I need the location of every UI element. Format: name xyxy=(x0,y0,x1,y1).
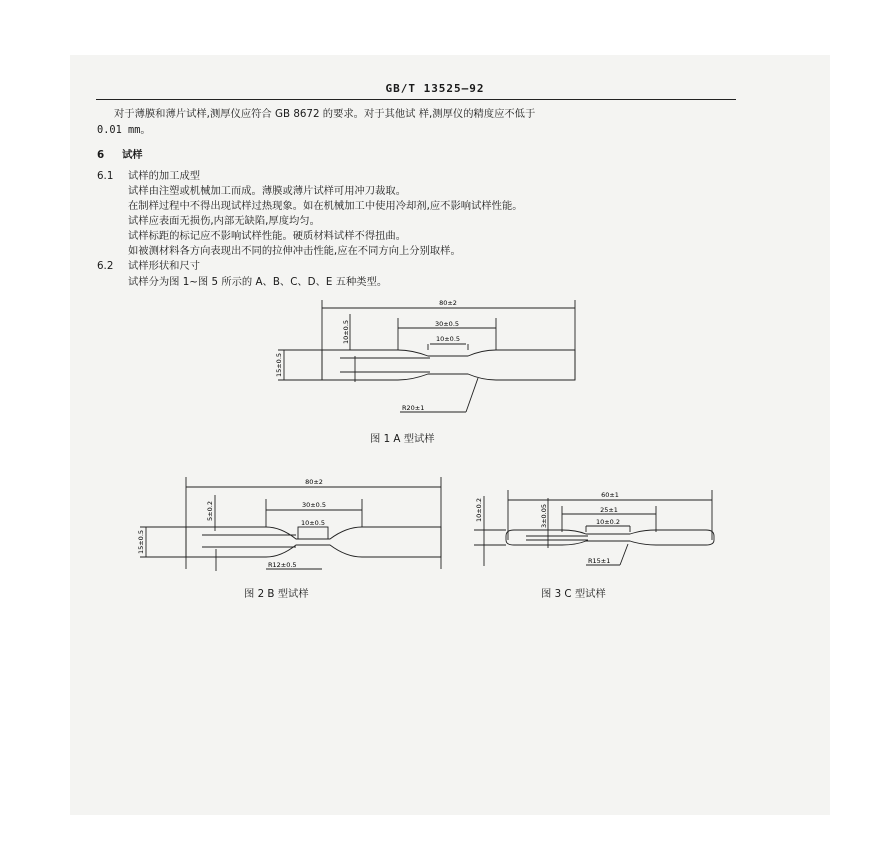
fig2-dim-width-inner: 5±0.2 xyxy=(206,501,214,521)
fig1-dim-width-outer: 15±0.5 xyxy=(275,352,283,378)
section-6-1-number: 6.1 xyxy=(97,170,114,182)
fig1-dim-width-inner: 10±0.5 xyxy=(342,319,350,345)
figure-3-drawing xyxy=(470,486,720,568)
figure-1-drawing xyxy=(270,296,590,424)
figure-1-caption: 图 1 A 型试样 xyxy=(370,433,435,445)
section-6-1-line: 在制样过程中不得出现试样过热现象。如在机械加工中使用冷却剂,应不影响试样性能。 xyxy=(128,200,523,212)
section-6-1-line: 试样标距的标记应不影响试样性能。硬质材料试样不得扭曲。 xyxy=(128,230,407,242)
page-header-standard-number: GB/T 13525—92 xyxy=(385,82,485,95)
section-6-number: 6 xyxy=(97,149,105,161)
fig3-dim-width-inner: 3±0.05 xyxy=(540,503,548,529)
section-6-title: 试样 xyxy=(122,149,143,161)
fig2-dim-width-outer: 15±0.5 xyxy=(137,529,145,555)
section-6-1-line: 如被测材料各方向表现出不同的拉伸冲击性能,应在不同方向上分别取样。 xyxy=(128,245,461,257)
fig3-dim-width-outer: 10±0.2 xyxy=(475,497,483,523)
figure-3-caption: 图 3 C 型试样 xyxy=(541,588,606,600)
header-rule xyxy=(96,99,736,100)
section-6-2-title: 试样形状和尺寸 xyxy=(128,260,201,272)
fig1-dim-overall: 80±2 xyxy=(439,299,457,307)
fig3-dim-gauge-inner: 10±0.2 xyxy=(595,518,621,526)
intro-text-line-2: 0.01 mm。 xyxy=(97,124,151,136)
section-6-1-line: 试样应表面无损伤,内部无缺陷,厚度均匀。 xyxy=(128,215,320,227)
fig2-dim-gauge-inner: 10±0.5 xyxy=(300,519,326,527)
scanned-page xyxy=(70,55,830,815)
section-6-1-line: 试样由注塑或机械加工而成。薄膜或薄片试样可用冲刀裁取。 xyxy=(128,185,407,197)
fig2-dim-radius: R12±0.5 xyxy=(268,561,297,569)
fig3-dim-radius: R15±1 xyxy=(588,557,611,565)
section-6-2-line: 试样分为图 1~图 5 所示的 A、B、C、D、E 五种类型。 xyxy=(128,276,388,288)
fig1-dim-gauge-inner: 10±0.5 xyxy=(435,335,461,343)
figure-2-caption: 图 2 B 型试样 xyxy=(244,588,309,600)
fig1-dim-radius: R20±1 xyxy=(402,404,425,412)
fig1-dim-gauge-outer: 30±0.5 xyxy=(434,320,460,328)
section-6-1-title: 试样的加工成型 xyxy=(128,170,201,182)
figure-2-drawing xyxy=(136,473,446,578)
fig3-dim-gauge-outer: 25±1 xyxy=(600,506,618,514)
section-6-2-number: 6.2 xyxy=(97,260,114,272)
fig2-dim-overall: 80±2 xyxy=(305,478,323,486)
fig2-dim-gauge-outer: 30±0.5 xyxy=(301,501,327,509)
fig3-dim-overall: 60±1 xyxy=(601,491,619,499)
intro-text-line-1: 对于薄膜和薄片试样,测厚仪应符合 GB 8672 的要求。对于其他试 样,测厚仪的精度应不低于 xyxy=(114,108,536,120)
